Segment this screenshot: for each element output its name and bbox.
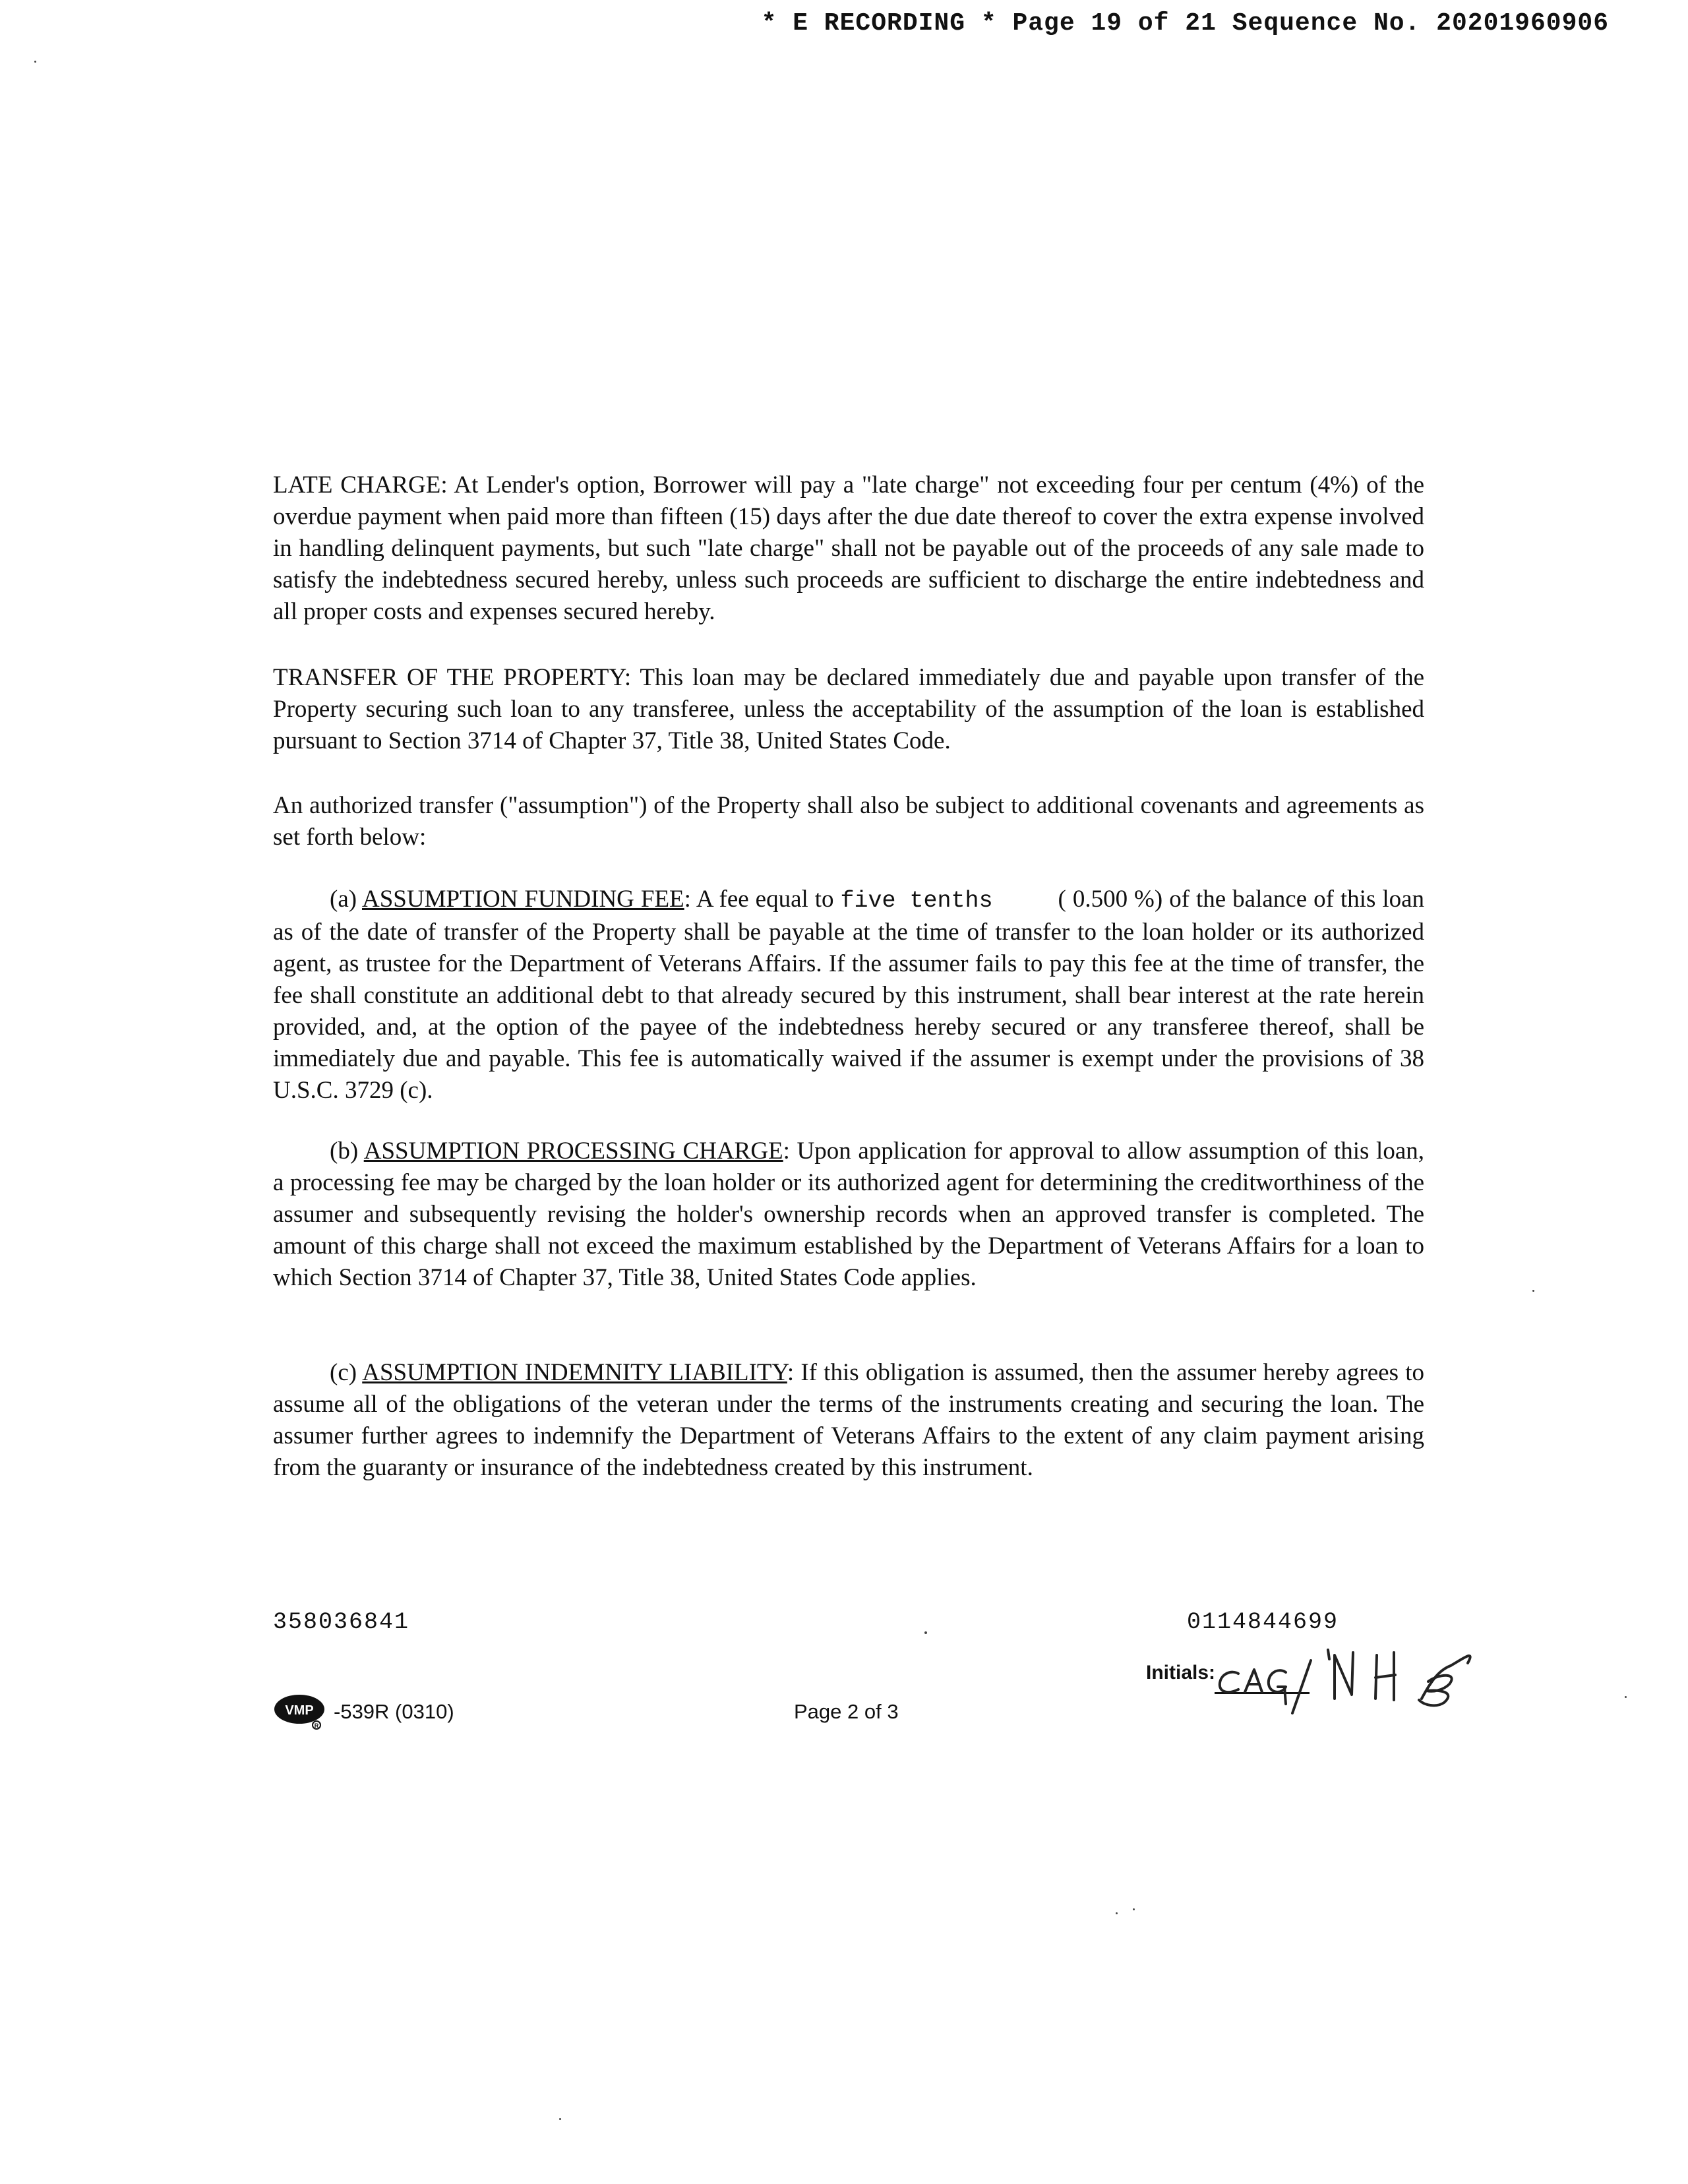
assumption-funding-fee-heading: ASSUMPTION FUNDING FEE xyxy=(362,886,684,913)
item-a-lead: : A fee equal to xyxy=(684,886,841,913)
item-c-body: : If this obligation is assumed, then the assumer hereby agrees to assume all of the obligations of the veteran under the terms of the instruments creating and securing the loan. The assumer further agrees to indemnify the Department of Veterans Affairs to the extent of any claim payment arising from the guaranty or insurance of the indebtedness created by this instrument. xyxy=(273,1359,1424,1481)
scan-speck xyxy=(1532,1290,1534,1292)
recording-header: * E RECORDING * Page 19 of 21 Sequence No. 20201960906 xyxy=(761,9,1609,38)
item-a-body: of the balance of this loan as of the date of transfer of the Property shall be payable at the time of transfer to the loan holder or its authorized agent, as trustee for the Department of Veterans Affairs. If the assumer fails to pay this fee at the time of transfer, the fee shall constitute an additional debt to that already secured by this instrument, shall bear interest at the rate herein provided, and, at the option of the payee of the indebtedness hereby secured or any transferee thereof, shall be immediately due and payable. This fee is automatically waived if the assumer is exempt under the provisions of 38 U.S.C. 3729 (c). xyxy=(273,886,1425,1104)
loan-number: 358036841 xyxy=(273,1609,410,1635)
vmp-logo xyxy=(273,1693,332,1730)
assumption-indemnity-liability-heading: ASSUMPTION INDEMNITY LIABILITY xyxy=(362,1359,787,1386)
item-b-body: : Upon application for approval to allow assumption of this loan, a processing fee may be charged by the loan holder or its authorized agent for determining the creditworthiness of the assumer and subsequently revising the holder's ownership records when an approved transfer is completed. The amount of this charge shall not exceed the maximum established by the Department of Veterans Affairs for a loan to which Section 3714 of Chapter 37, Title 38, United States Code applies. xyxy=(273,1138,1425,1291)
fee-percent: ( 0.500 %) xyxy=(1058,886,1163,913)
assumption-processing-charge-heading: ASSUMPTION PROCESSING CHARGE xyxy=(363,1138,783,1165)
handwritten-initials xyxy=(1212,1626,1528,1732)
transfer-paragraph: TRANSFER OF THE PROPERTY: This loan may be declared immediately due and payable upon transfer of the Property securing such loan to any transferee, unless the acceptability of the assumption of the loan is established pursuant to Section 3714 of Chapter 37, Title 38, United States Code. xyxy=(273,664,1424,754)
initials-label: Initials: xyxy=(1146,1662,1216,1684)
scan-speck xyxy=(559,2118,561,2120)
page-number: Page 2 of 3 xyxy=(794,1700,899,1723)
item-a-prefix: (a) xyxy=(330,886,362,913)
assumption-funding-fee-paragraph xyxy=(273,884,1424,1107)
item-b-prefix: (b) xyxy=(330,1138,364,1165)
scan-speck xyxy=(1116,1912,1118,1914)
assumption-processing-charge-paragraph xyxy=(273,1136,1424,1294)
vmp-logo-text: VMP xyxy=(285,1703,314,1718)
scan-speck xyxy=(1625,1696,1627,1698)
fee-words: five tenths xyxy=(840,888,993,914)
late-charge-paragraph: LATE CHARGE: At Lender's option, Borrower will pay a "late charge" not exceeding four per centum (4%) of the overdue payment when paid more than fifteen (15) days after the due date thereof to cover the extra expense involved in handling delinquent payments, but such "late charge" shall not be payable out of the proceeds of any sale made to satisfy the indebtedness secured hereby, unless such proceeds are sufficient to discharge the entire indebtedness and all proper costs and expenses secured hereby. xyxy=(273,471,1424,625)
item-c-prefix: (c) xyxy=(330,1359,363,1386)
scan-speck xyxy=(1133,1908,1135,1910)
scan-speck xyxy=(34,61,36,63)
assumption-indemnity-liability-paragraph xyxy=(273,1357,1424,1484)
scan-speck xyxy=(924,1631,927,1634)
reference-number: 0114844699 xyxy=(1187,1609,1339,1635)
authorized-transfer-paragraph: An authorized transfer ("assumption") of the Property shall also be subject to additional covenants and agreements as set forth below: xyxy=(273,792,1424,851)
form-id: -539R (0310) xyxy=(334,1700,454,1723)
svg-text:R: R xyxy=(314,1722,319,1729)
